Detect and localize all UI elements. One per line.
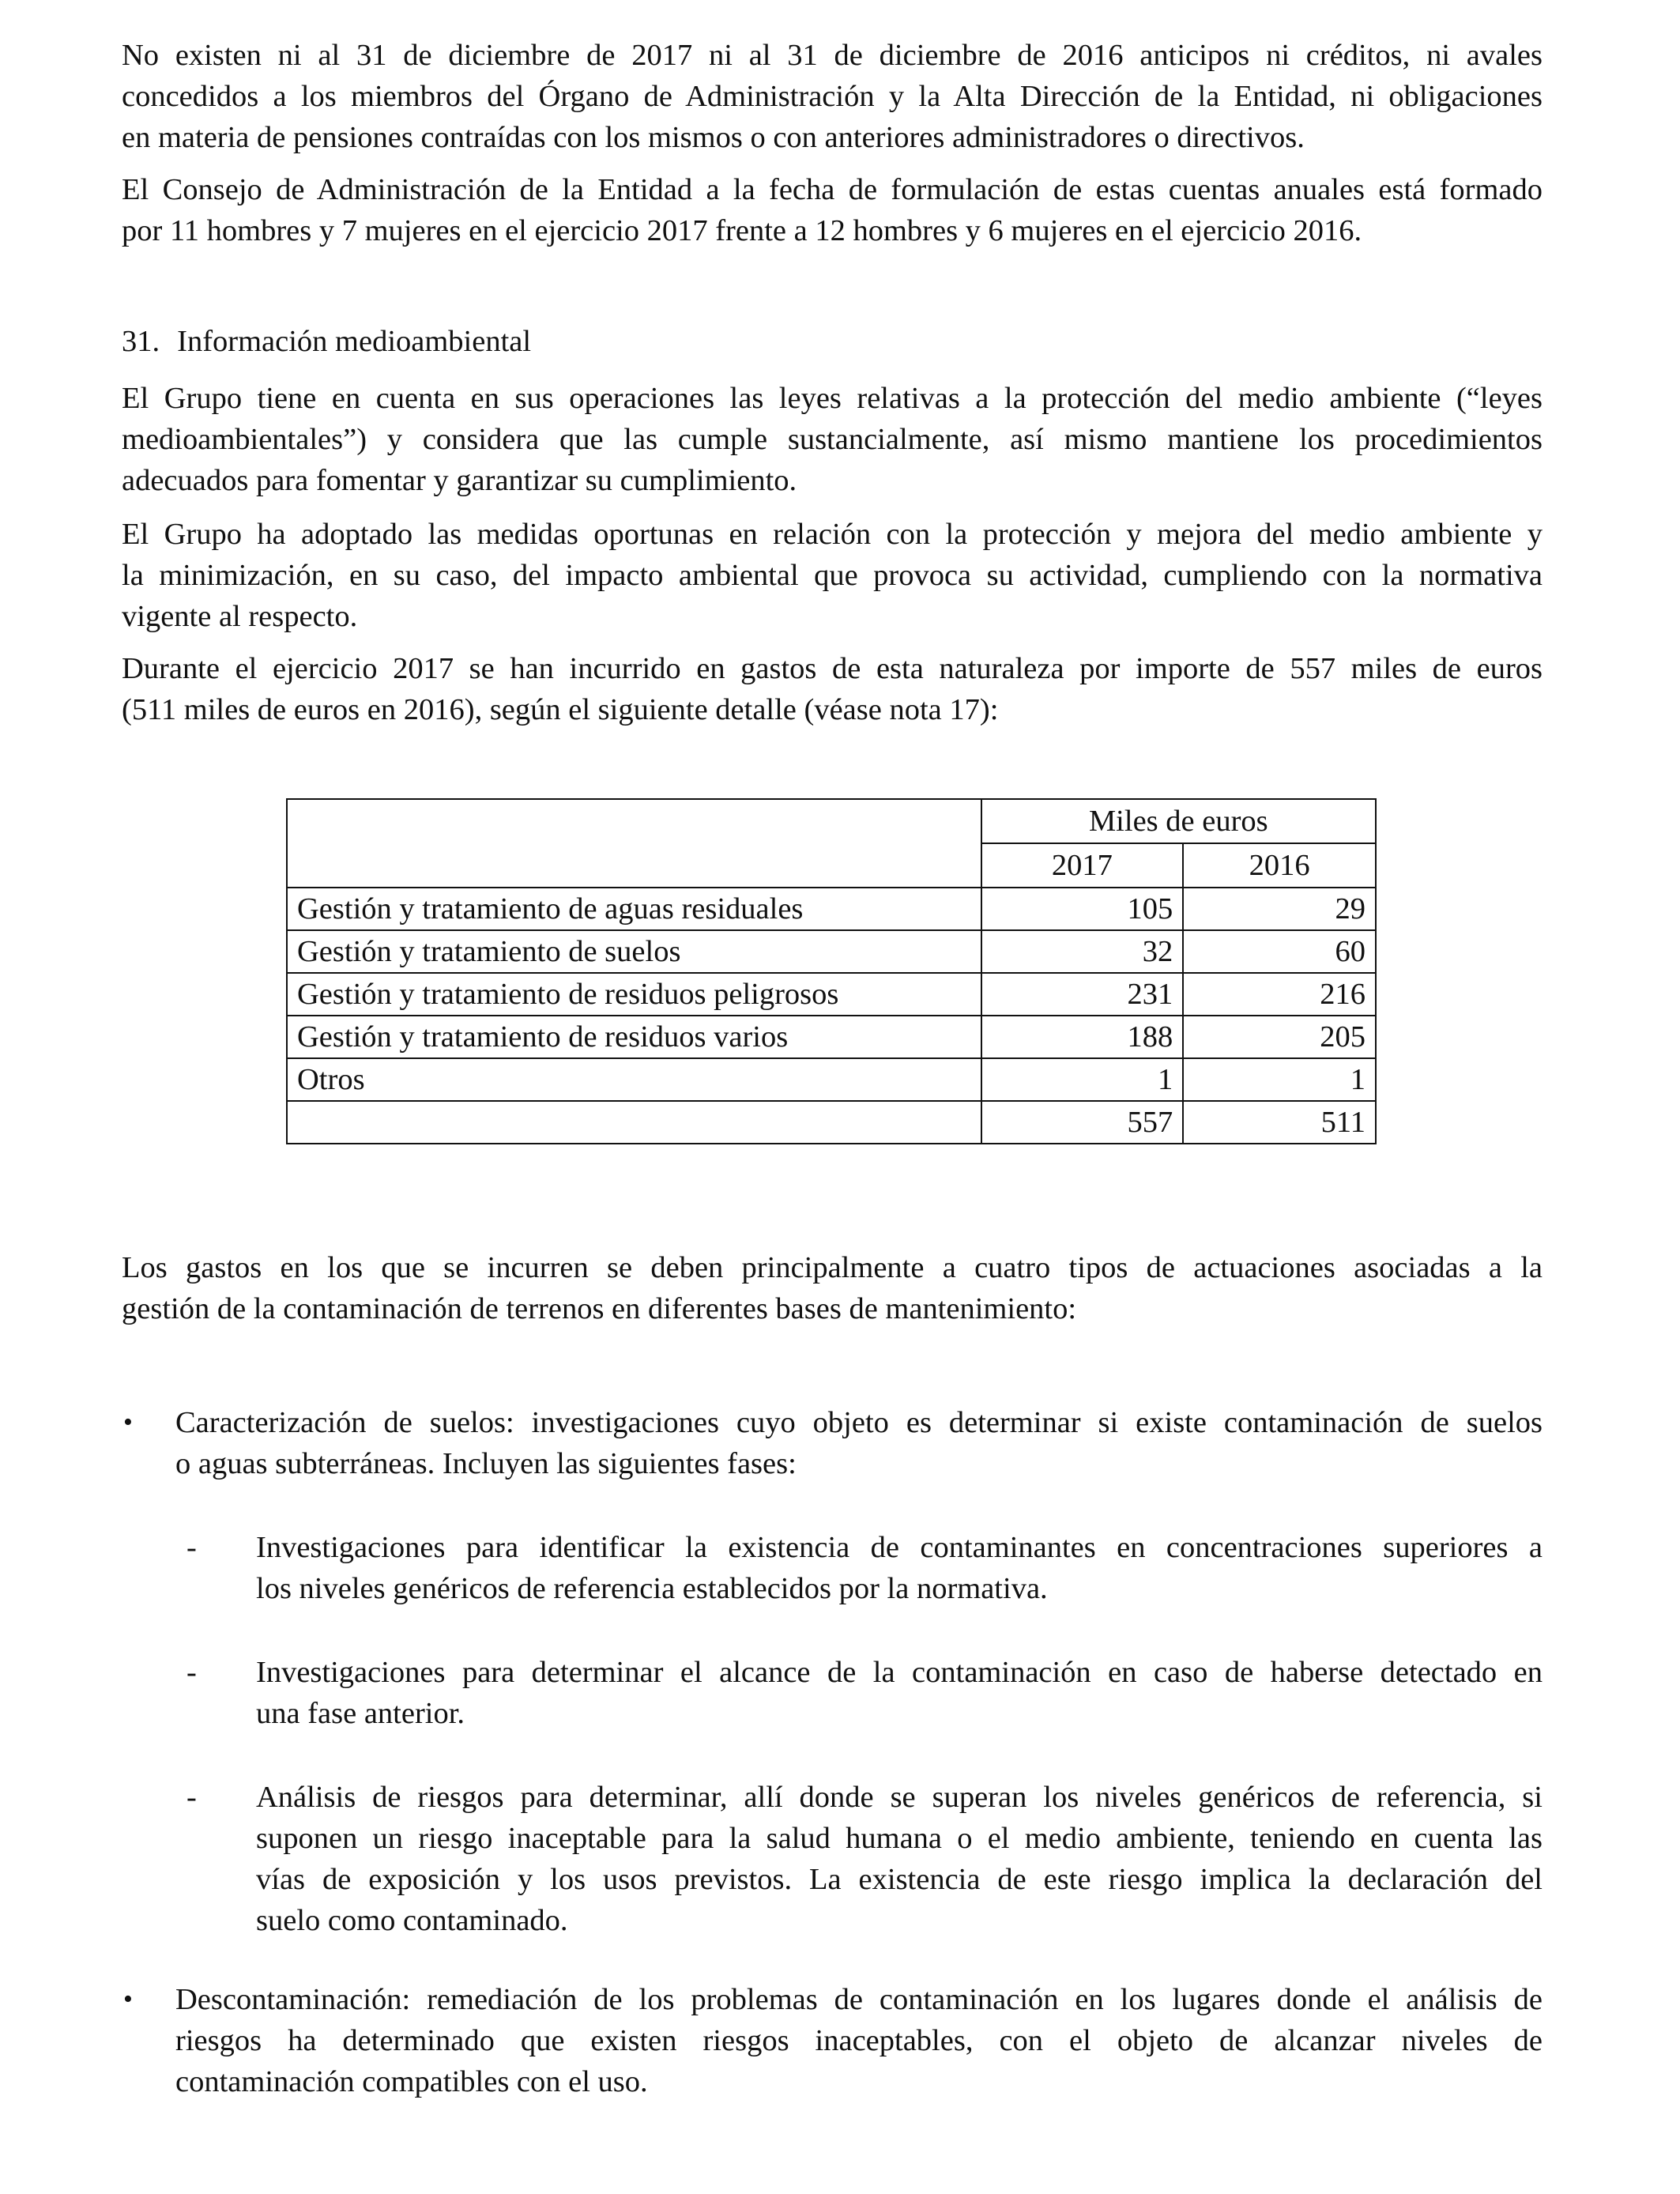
text-line: Caracterización de suelos: investigaciones cuyo objeto es determinar si existe contaminación de suelos xyxy=(175,1406,1543,1439)
sub-item-risk-analysis xyxy=(256,1777,1543,1941)
row-value-2017: 105 xyxy=(981,888,1184,930)
total-value-2016: 511 xyxy=(1183,1101,1376,1144)
table-row xyxy=(287,1058,1376,1101)
table-year-header: 2016 xyxy=(1183,843,1376,888)
total-label xyxy=(287,1101,981,1144)
paragraph-advances xyxy=(122,35,1543,158)
bullet-decontamination xyxy=(175,1979,1543,2102)
text-line: o aguas subterráneas. Incluyen las siguientes fases: xyxy=(175,1447,797,1480)
table-row xyxy=(287,930,1376,973)
paragraph-measures xyxy=(122,514,1543,637)
table-corner-cell xyxy=(287,799,981,888)
text-line: suponen un riesgo inaceptable para la salud humana o el medio ambiente, teniendo en cuenta las xyxy=(256,1822,1543,1855)
dash-marker: - xyxy=(186,1781,197,1814)
text-line: adecuados para fomentar y garantizar su cumplimiento. xyxy=(122,464,797,497)
text-line: Los gastos en los que se incurren se deben principalmente a cuatro tipos de actuaciones asociadas a la xyxy=(122,1251,1543,1284)
text-line: vigente al respecto. xyxy=(122,600,358,633)
row-label: Gestión y tratamiento de residuos peligrosos xyxy=(287,973,981,1016)
row-value-2016: 60 xyxy=(1183,930,1376,973)
text-line: vías de exposición y los usos previstos. La existencia de este riesgo implica la declaración del xyxy=(256,1863,1543,1896)
text-line: contaminación compatibles con el uso. xyxy=(175,2065,648,2098)
paragraph-expense-types xyxy=(122,1247,1543,1329)
section-title: Información medioambiental xyxy=(177,325,532,358)
text-line: en materia de pensiones contraídas con los mismos o con anteriores administradores o directivos. xyxy=(122,121,1305,154)
text-line: Investigaciones para identificar la existencia de contaminantes en concentraciones superiores a xyxy=(256,1531,1543,1564)
row-value-2016: 216 xyxy=(1183,973,1376,1016)
row-value-2016: 205 xyxy=(1183,1016,1376,1058)
text-line: los niveles genéricos de referencia establecidos por la normativa. xyxy=(256,1572,1048,1605)
text-line: No existen ni al 31 de diciembre de 2017 ni al 31 de diciembre de 2016 anticipos ni créditos, ni avales xyxy=(122,39,1543,72)
text-line: gestión de la contaminación de terrenos en diferentes bases de mantenimiento: xyxy=(122,1292,1077,1325)
row-value-2016: 1 xyxy=(1183,1058,1376,1101)
table-header-row xyxy=(287,799,1376,843)
text-line: (511 miles de euros en 2016), según el siguiente detalle (véase nota 17): xyxy=(122,693,999,726)
dash-marker: - xyxy=(186,1531,197,1564)
table-row xyxy=(287,973,1376,1016)
table-row xyxy=(287,1016,1376,1058)
text-line: por 11 hombres y 7 mujeres en el ejercicio 2017 frente a 12 hombres y 6 mujeres en el ejercicio 2016. xyxy=(122,214,1362,247)
row-label: Otros xyxy=(287,1058,981,1101)
text-line: Investigaciones para determinar el alcance de la contaminación en caso de haberse detectado en xyxy=(256,1656,1543,1689)
sub-item-scope xyxy=(256,1652,1543,1734)
row-value-2017: 231 xyxy=(981,973,1184,1016)
row-value-2017: 32 xyxy=(981,930,1184,973)
bullet-icon: • xyxy=(123,1985,133,2014)
row-value-2017: 188 xyxy=(981,1016,1184,1058)
text-line: Durante el ejercicio 2017 se han incurrido en gastos de esta naturaleza por importe de 557 miles de euros xyxy=(122,652,1543,685)
text-line: una fase anterior. xyxy=(256,1697,465,1730)
text-line: la minimización, en su caso, del impacto ambiental que provoca su actividad, cumpliendo con la normativa xyxy=(122,559,1543,592)
text-line: Descontaminación: remediación de los problemas de contaminación en los lugares donde el análisis de xyxy=(175,1983,1543,2016)
section-heading xyxy=(122,321,531,362)
total-value-2017: 557 xyxy=(981,1101,1184,1144)
row-label: Gestión y tratamiento de residuos varios xyxy=(287,1016,981,1058)
row-value-2017: 1 xyxy=(981,1058,1184,1101)
text-line: El Grupo tiene en cuenta en sus operaciones las leyes relativas a la protección del medio ambiente (“leyes xyxy=(122,382,1543,415)
expenses-table xyxy=(286,798,1377,1144)
table-year-header: 2017 xyxy=(981,843,1184,888)
row-label: Gestión y tratamiento de suelos xyxy=(287,930,981,973)
paragraph-expenses xyxy=(122,648,1543,730)
text-line: El Consejo de Administración de la Entidad a la fecha de formulación de estas cuentas anuales está formado xyxy=(122,173,1543,206)
text-line: Análisis de riesgos para determinar, allí donde se superan los niveles genéricos de referencia, si xyxy=(256,1781,1543,1814)
text-line: concedidos a los miembros del Órgano de Administración y la Alta Dirección de la Entidad, ni obligaciones xyxy=(122,80,1543,113)
bullet-characterization xyxy=(175,1402,1543,1484)
paragraph-environmental-laws xyxy=(122,378,1543,501)
dash-marker: - xyxy=(186,1656,197,1689)
table-total-row xyxy=(287,1101,1376,1144)
table-row xyxy=(287,888,1376,930)
section-number: 31. xyxy=(122,325,160,358)
sub-item-identify xyxy=(256,1527,1543,1609)
paragraph-board-composition xyxy=(122,169,1543,251)
row-value-2016: 29 xyxy=(1183,888,1376,930)
text-line: medioambientales”) y considera que las cumple sustancialmente, así mismo mantiene los procedimientos xyxy=(122,423,1543,456)
row-label: Gestión y tratamiento de aguas residuales xyxy=(287,888,981,930)
bullet-icon: • xyxy=(123,1408,133,1437)
table-group-header: Miles de euros xyxy=(981,799,1376,843)
text-line: El Grupo ha adoptado las medidas oportunas en relación con la protección y mejora del medio ambiente y xyxy=(122,518,1543,551)
text-line: riesgos ha determinado que existen riesgos inaceptables, con el objeto de alcanzar niveles de xyxy=(175,2024,1543,2057)
text-line: suelo como contaminado. xyxy=(256,1904,568,1937)
